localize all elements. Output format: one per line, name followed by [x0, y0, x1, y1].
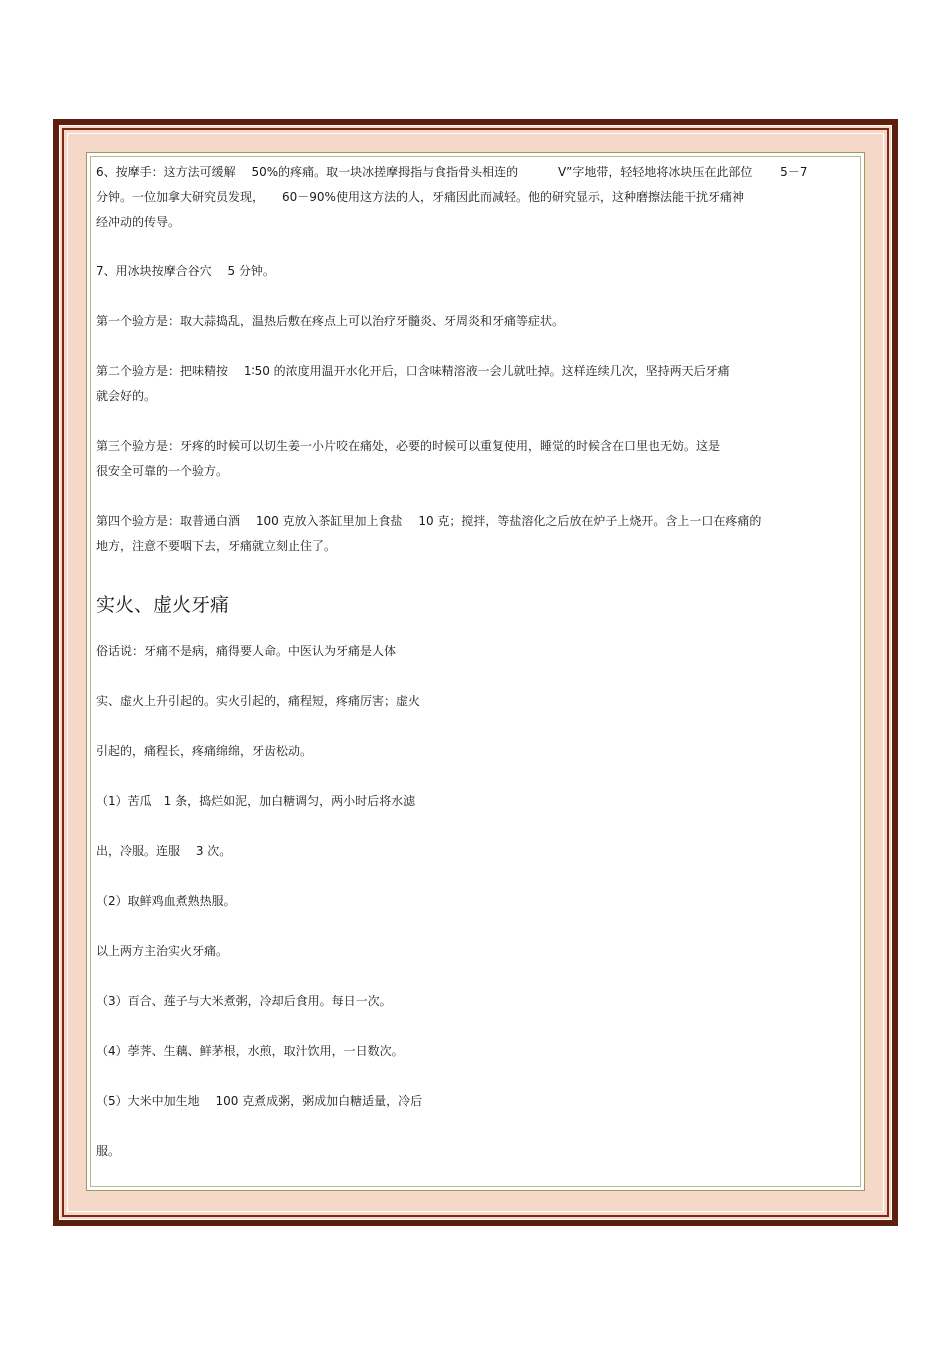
paragraph-remedy-4 [96, 509, 861, 559]
section-heading: 实火、虚火牙痛 [96, 594, 230, 616]
paragraph-remedy-1: 第一个验方是：取大蒜捣乱，温热后敷在疼点上可以治疗牙髓炎、牙周炎和牙痛等症状。 [96, 314, 565, 328]
text-line: （3）百合、莲子与大米煮粥，冷却后食用。每日一次。 [96, 994, 392, 1008]
paragraph-remedy-2 [96, 359, 861, 409]
document-body [96, 160, 861, 1164]
paragraph-massage [96, 160, 861, 235]
text-line: 分钟。一位加拿大研究员发现， 60－90%使用这方法的人，牙痛因此而减轻。他的研究显示，这种磨擦法能干扰牙痛神 [96, 190, 744, 204]
text-line: 第三个验方是：牙疼的时候可以切生姜一小片咬在痛处，必要的时候可以重复使用，睡觉的时候含在口里也无妨。这是 [96, 439, 721, 453]
text-line: （1）苦瓜 1 条，捣烂如泥，加白糖调匀，两小时后将水滤 [96, 794, 416, 808]
text-line: 服。 [96, 1144, 121, 1158]
text-line: 实、虚火上升引起的。实火引起的，痛程短，疼痛厉害；虚火 [96, 694, 421, 708]
section-body [96, 639, 861, 1164]
text-line: （2）取鲜鸡血煮熟热服。 [96, 894, 236, 908]
text-line: （4）荸荠、生藕、鲜茅根，水煎，取汁饮用，一日数次。 [96, 1044, 404, 1058]
text-line: 出，冷服。连服 3 次。 [96, 844, 232, 858]
text-line: 俗话说：牙痛不是病，痛得要人命。中医认为牙痛是人体 [96, 644, 397, 658]
text-line: 引起的，痛程长，疼痛绵绵，牙齿松动。 [96, 744, 313, 758]
text-line: 6、按摩手：这方法可缓解 50%的疼痛。取一块冰搓摩拇指与食指骨头相连的 V”字地带，轻轻地将冰块压在此部位 5－7 [96, 165, 808, 179]
text-line: 就会好的。 [96, 389, 157, 403]
text-line: 经冲动的传导。 [96, 215, 181, 229]
text-line: 以上两方主治实火牙痛。 [96, 944, 229, 958]
text-line: 第二个验方是：把味精按 1∶50 的浓度用温开水化开后，口含味精溶液一会儿就吐掉。这样连续几次，坚持两天后牙痛 [96, 364, 730, 378]
text-line: 第四个验方是：取普通白酒 100 克放入茶缸里加上食盐 10 克；搅拌，等盐溶化之后放在炉子上烧开。含上一口在疼痛的 [96, 514, 762, 528]
text-line: 很安全可靠的一个验方。 [96, 464, 229, 478]
text-line: 地方，注意不要咽下去，牙痛就立刻止住了。 [96, 539, 337, 553]
text-line: （5）大米中加生地 100 克煮成粥，粥成加白糖适量，冷后 [96, 1094, 423, 1108]
paragraph-remedy-3 [96, 434, 861, 484]
paragraph-ice: 7、用冰块按摩合谷穴 5 分钟。 [96, 264, 275, 278]
